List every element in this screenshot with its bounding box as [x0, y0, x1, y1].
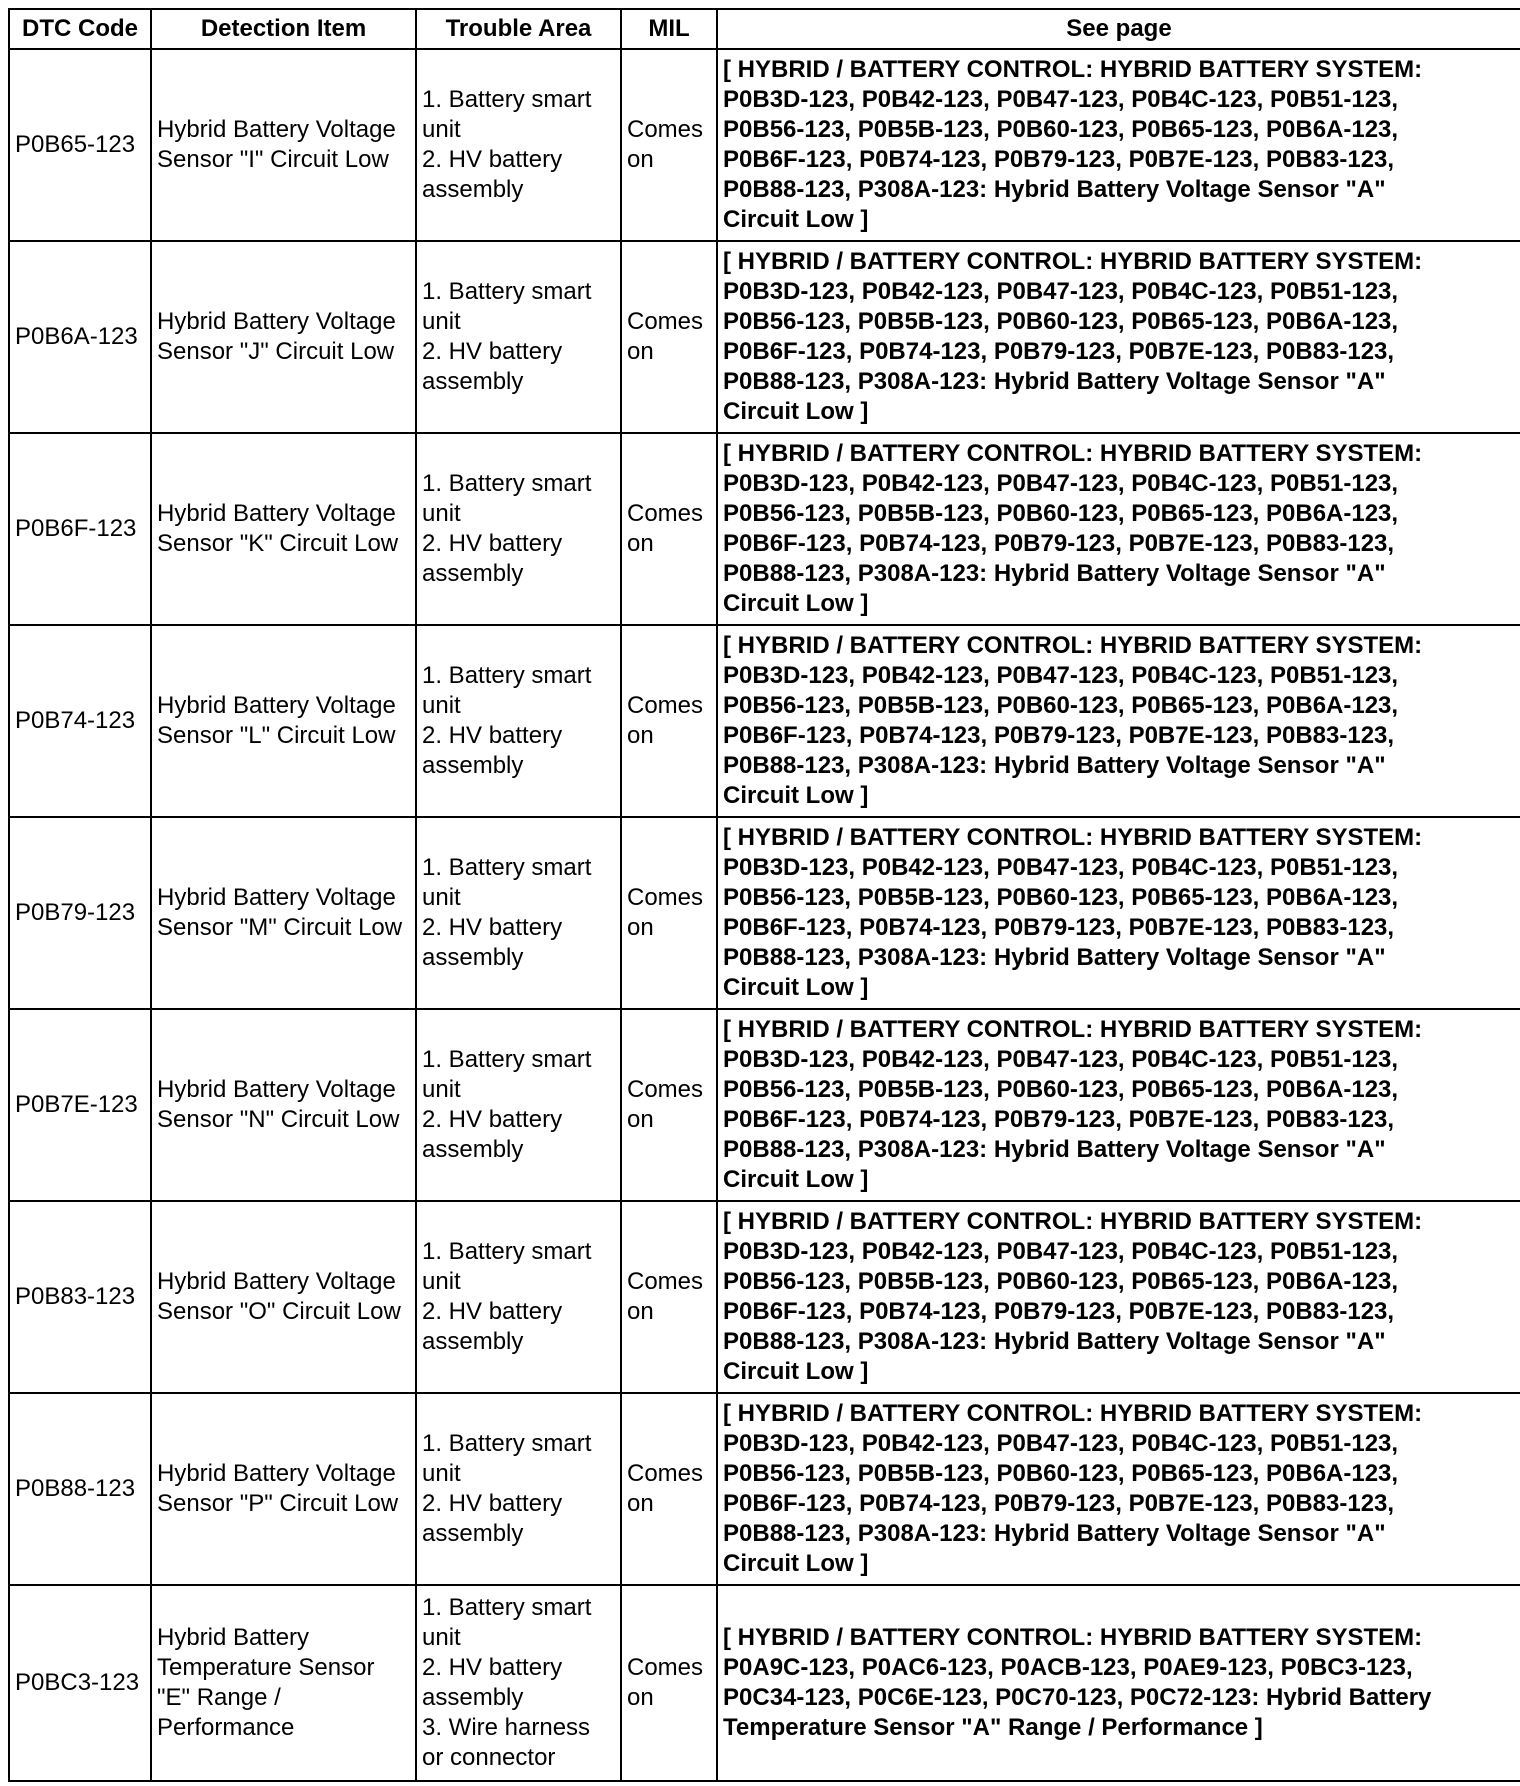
see-page-line: P0B56-123, P0B5B-123, P0B60-123, P0B65-123, P0B6A-123, [723, 1268, 1399, 1295]
see-page-line: P0B56-123, P0B5B-123, P0B60-123, P0B65-123, P0B6A-123, [723, 116, 1399, 143]
trouble-area-line: 3. Wire harness or connector [422, 1714, 591, 1771]
see-page-line: P0B88-123, P308A-123: Hybrid Battery Voltage Sensor "A" [723, 1328, 1386, 1355]
see-page-line: [ HYBRID / BATTERY CONTROL: HYBRID BATTERY SYSTEM: [723, 1400, 1423, 1427]
header-detection-item: Detection Item [151, 9, 416, 49]
detection-item-cell: Hybrid Battery Temperature Sensor "E" Range / Performance [151, 1585, 416, 1781]
see-page-line: P0B56-123, P0B5B-123, P0B60-123, P0B65-123, P0B6A-123, [723, 308, 1399, 335]
table-row [9, 1585, 1520, 1781]
see-page-line: P0B88-123, P308A-123: Hybrid Battery Voltage Sensor "A" [723, 1136, 1386, 1163]
table-row [9, 49, 1520, 241]
trouble-area-line: 1. Battery smart unit [422, 278, 592, 335]
see-page-line: P0B56-123, P0B5B-123, P0B60-123, P0B65-123, P0B6A-123, [723, 692, 1399, 719]
trouble-area-line: 1. Battery smart unit [422, 1046, 592, 1103]
see-page-line: [ HYBRID / BATTERY CONTROL: HYBRID BATTERY SYSTEM: [723, 56, 1423, 83]
dtc-code-cell: P0B65-123 [9, 49, 151, 241]
table-row [9, 433, 1520, 625]
trouble-area-line: 2. HV battery assembly [422, 722, 563, 779]
header-row [9, 9, 1520, 49]
header-dtc-code: DTC Code [9, 9, 151, 49]
trouble-area-line: 2. HV battery assembly [422, 1106, 563, 1163]
trouble-area-line: 2. HV battery assembly [422, 338, 563, 395]
detection-item-cell: Hybrid Battery Voltage Sensor "L" Circuit Low [151, 625, 416, 817]
see-page-line: P0B3D-123, P0B42-123, P0B47-123, P0B4C-123, P0B51-123, [723, 86, 1399, 113]
see-page-line: [ HYBRID / BATTERY CONTROL: HYBRID BATTERY SYSTEM: [723, 824, 1423, 851]
see-page-line: Circuit Low ] [723, 590, 869, 617]
trouble-area-line: 1. Battery smart unit [422, 1594, 592, 1651]
see-page-line: Circuit Low ] [723, 1358, 869, 1385]
dtc-code-cell: P0B6F-123 [9, 433, 151, 625]
trouble-area-cell [416, 49, 621, 241]
see-page-line: [ HYBRID / BATTERY CONTROL: HYBRID BATTERY SYSTEM: [723, 1016, 1423, 1043]
table-row [9, 1009, 1520, 1201]
trouble-area-line: 2. HV battery assembly [422, 146, 563, 203]
see-page-line: Circuit Low ] [723, 206, 869, 233]
trouble-area-cell [416, 433, 621, 625]
dtc-code-cell: P0B74-123 [9, 625, 151, 817]
see-page-line: P0B88-123, P308A-123: Hybrid Battery Voltage Sensor "A" [723, 560, 1386, 587]
see-page-line: Circuit Low ] [723, 974, 869, 1001]
table-row [9, 1201, 1520, 1393]
see-page-line: P0B3D-123, P0B42-123, P0B47-123, P0B4C-123, P0B51-123, [723, 854, 1399, 881]
trouble-area-line: 1. Battery smart unit [422, 86, 592, 143]
see-page-line: P0B3D-123, P0B42-123, P0B47-123, P0B4C-123, P0B51-123, [723, 278, 1399, 305]
see-page-cell [717, 625, 1520, 817]
see-page-line: P0B56-123, P0B5B-123, P0B60-123, P0B65-123, P0B6A-123, [723, 500, 1399, 527]
header-mil: MIL [621, 9, 717, 49]
trouble-area-line: 1. Battery smart unit [422, 1430, 592, 1487]
see-page-line: P0B6F-123, P0B74-123, P0B79-123, P0B7E-123, P0B83-123, [723, 146, 1395, 173]
see-page-line: Circuit Low ] [723, 398, 869, 425]
see-page-cell [717, 433, 1520, 625]
table-row [9, 1393, 1520, 1585]
mil-cell: Comes on [621, 817, 717, 1009]
header-trouble-area: Trouble Area [416, 9, 621, 49]
detection-item-cell: Hybrid Battery Voltage Sensor "O" Circuit Low [151, 1201, 416, 1393]
see-page-line: P0B6F-123, P0B74-123, P0B79-123, P0B7E-123, P0B83-123, [723, 1106, 1395, 1133]
table-row [9, 241, 1520, 433]
detection-item-cell: Hybrid Battery Voltage Sensor "I" Circuit Low [151, 49, 416, 241]
dtc-code-cell: P0BC3-123 [9, 1585, 151, 1781]
see-page-line: P0A9C-123, P0AC6-123, P0ACB-123, P0AE9-123, P0BC3-123, [723, 1654, 1413, 1681]
see-page-line: P0B88-123, P308A-123: Hybrid Battery Voltage Sensor "A" [723, 176, 1386, 203]
dtc-table [8, 8, 1520, 1782]
see-page-cell [717, 817, 1520, 1009]
table-row [9, 625, 1520, 817]
trouble-area-cell [416, 1201, 621, 1393]
trouble-area-line: 1. Battery smart unit [422, 854, 592, 911]
trouble-area-cell [416, 241, 621, 433]
see-page-line: Circuit Low ] [723, 1166, 869, 1193]
detection-item-cell: Hybrid Battery Voltage Sensor "N" Circuit Low [151, 1009, 416, 1201]
see-page-line: P0B88-123, P308A-123: Hybrid Battery Voltage Sensor "A" [723, 752, 1386, 779]
see-page-cell [717, 241, 1520, 433]
see-page-line: P0B6F-123, P0B74-123, P0B79-123, P0B7E-123, P0B83-123, [723, 530, 1395, 557]
mil-cell: Comes on [621, 1585, 717, 1781]
trouble-area-cell [416, 625, 621, 817]
see-page-line: [ HYBRID / BATTERY CONTROL: HYBRID BATTERY SYSTEM: [723, 1208, 1423, 1235]
see-page-line: P0B88-123, P308A-123: Hybrid Battery Voltage Sensor "A" [723, 368, 1386, 395]
see-page-line: [ HYBRID / BATTERY CONTROL: HYBRID BATTERY SYSTEM: [723, 1624, 1423, 1651]
mil-cell: Comes on [621, 1201, 717, 1393]
dtc-code-cell: P0B88-123 [9, 1393, 151, 1585]
see-page-line: [ HYBRID / BATTERY CONTROL: HYBRID BATTERY SYSTEM: [723, 440, 1423, 467]
see-page-cell [717, 1201, 1520, 1393]
see-page-line: P0B6F-123, P0B74-123, P0B79-123, P0B7E-123, P0B83-123, [723, 914, 1395, 941]
see-page-line: P0B56-123, P0B5B-123, P0B60-123, P0B65-123, P0B6A-123, [723, 884, 1399, 911]
mil-cell: Comes on [621, 1393, 717, 1585]
mil-cell: Comes on [621, 625, 717, 817]
see-page-line: P0B88-123, P308A-123: Hybrid Battery Voltage Sensor "A" [723, 1520, 1386, 1547]
detection-item-cell: Hybrid Battery Voltage Sensor "M" Circuit Low [151, 817, 416, 1009]
see-page-line: [ HYBRID / BATTERY CONTROL: HYBRID BATTERY SYSTEM: [723, 632, 1423, 659]
see-page-cell [717, 1393, 1520, 1585]
table-row [9, 817, 1520, 1009]
trouble-area-line: 2. HV battery assembly [422, 914, 563, 971]
see-page-cell [717, 1585, 1520, 1781]
trouble-area-line: 2. HV battery assembly [422, 1654, 563, 1711]
mil-cell: Comes on [621, 1009, 717, 1201]
see-page-line: P0B3D-123, P0B42-123, P0B47-123, P0B4C-123, P0B51-123, [723, 470, 1399, 497]
see-page-line: P0B6F-123, P0B74-123, P0B79-123, P0B7E-123, P0B83-123, [723, 1298, 1395, 1325]
trouble-area-line: 2. HV battery assembly [422, 1298, 563, 1355]
see-page-line: P0B6F-123, P0B74-123, P0B79-123, P0B7E-123, P0B83-123, [723, 1490, 1395, 1517]
see-page-line: P0B56-123, P0B5B-123, P0B60-123, P0B65-123, P0B6A-123, [723, 1460, 1399, 1487]
trouble-area-cell [416, 1393, 621, 1585]
detection-item-cell: Hybrid Battery Voltage Sensor "K" Circuit Low [151, 433, 416, 625]
see-page-line: Temperature Sensor "A" Range / Performance ] [723, 1714, 1263, 1741]
see-page-line: P0B3D-123, P0B42-123, P0B47-123, P0B4C-123, P0B51-123, [723, 662, 1399, 689]
trouble-area-line: 1. Battery smart unit [422, 1238, 592, 1295]
see-page-line: P0B88-123, P308A-123: Hybrid Battery Voltage Sensor "A" [723, 944, 1386, 971]
trouble-area-cell [416, 1585, 621, 1781]
see-page-line: P0B56-123, P0B5B-123, P0B60-123, P0B65-123, P0B6A-123, [723, 1076, 1399, 1103]
mil-cell: Comes on [621, 49, 717, 241]
dtc-code-cell: P0B7E-123 [9, 1009, 151, 1201]
header-see-page: See page [717, 9, 1520, 49]
see-page-line: [ HYBRID / BATTERY CONTROL: HYBRID BATTERY SYSTEM: [723, 248, 1423, 275]
mil-cell: Comes on [621, 433, 717, 625]
mil-cell: Comes on [621, 241, 717, 433]
detection-item-cell: Hybrid Battery Voltage Sensor "J" Circuit Low [151, 241, 416, 433]
see-page-cell [717, 49, 1520, 241]
dtc-code-cell: P0B83-123 [9, 1201, 151, 1393]
trouble-area-line: 2. HV battery assembly [422, 530, 563, 587]
trouble-area-line: 2. HV battery assembly [422, 1490, 563, 1547]
see-page-line: P0C34-123, P0C6E-123, P0C70-123, P0C72-123: Hybrid Battery [723, 1684, 1432, 1711]
see-page-line: P0B3D-123, P0B42-123, P0B47-123, P0B4C-123, P0B51-123, [723, 1238, 1399, 1265]
see-page-line: Circuit Low ] [723, 782, 869, 809]
see-page-line: P0B6F-123, P0B74-123, P0B79-123, P0B7E-123, P0B83-123, [723, 338, 1395, 365]
trouble-area-line: 1. Battery smart unit [422, 662, 592, 719]
see-page-cell [717, 1009, 1520, 1201]
see-page-line: P0B6F-123, P0B74-123, P0B79-123, P0B7E-123, P0B83-123, [723, 722, 1395, 749]
see-page-line: Circuit Low ] [723, 1550, 869, 1577]
trouble-area-line: 1. Battery smart unit [422, 470, 592, 527]
dtc-code-cell: P0B6A-123 [9, 241, 151, 433]
see-page-line: P0B3D-123, P0B42-123, P0B47-123, P0B4C-123, P0B51-123, [723, 1046, 1399, 1073]
see-page-line: P0B3D-123, P0B42-123, P0B47-123, P0B4C-123, P0B51-123, [723, 1430, 1399, 1457]
trouble-area-cell [416, 817, 621, 1009]
trouble-area-cell [416, 1009, 621, 1201]
detection-item-cell: Hybrid Battery Voltage Sensor "P" Circuit Low [151, 1393, 416, 1585]
dtc-code-cell: P0B79-123 [9, 817, 151, 1009]
